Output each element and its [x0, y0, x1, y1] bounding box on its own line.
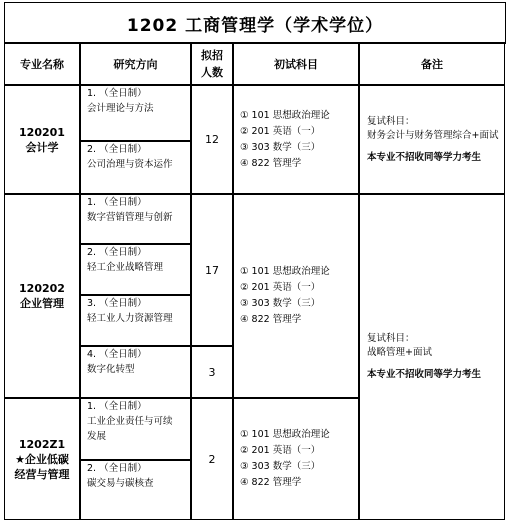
exam-subject: ③ 303 数学（三）: [240, 298, 321, 309]
direction-name-line2: 发展: [87, 431, 107, 442]
exam-subject: ③ 303 数学（三）: [240, 461, 321, 472]
exam-subject: ② 201 英语（一）: [240, 125, 321, 137]
major-code: 120201: [19, 125, 65, 139]
exam-subject: ① 101 思想政治理论: [240, 429, 330, 440]
exam-subject: ① 101 思想政治理论: [240, 266, 330, 277]
exam-subjects-cell: [233, 85, 359, 194]
direction-name: 碳交易与碳核查: [87, 478, 154, 489]
direction-mode: 2. （全日制）: [87, 144, 147, 155]
direction-cell: [80, 194, 191, 244]
exam-subject: ① 101 思想政治理论: [240, 109, 330, 121]
direction-cell: [80, 141, 191, 194]
quota-cell: 12: [191, 85, 233, 194]
remarks-cell: [359, 85, 505, 194]
exam-subject: ④ 822 管理学: [240, 314, 302, 325]
header-quota: [191, 42, 233, 85]
direction-mode: 1. （全日制）: [87, 401, 147, 412]
direction-cell: [80, 460, 191, 520]
exam-subject: ② 201 英语（一）: [240, 445, 321, 456]
major-cell-120202: [4, 194, 80, 398]
exam-subjects-cell: [233, 398, 359, 520]
direction-name: 轻工企业战略管理: [87, 262, 164, 273]
remark-line: 复试科目：: [367, 115, 415, 127]
major-name: 企业管理: [20, 297, 64, 310]
quota-cell: 17: [191, 194, 233, 346]
direction-cell: [80, 85, 191, 141]
header-quota-line1: 拟招: [201, 48, 223, 62]
direction-mode: 2. （全日制）: [87, 463, 147, 474]
exam-subjects-cell: [233, 194, 359, 398]
direction-mode: 1. （全日制）: [87, 197, 147, 208]
exam-subject: ③ 303 数学（三）: [240, 141, 321, 153]
major-name-line2: 经营与管理: [14, 467, 70, 481]
quota-cell: 3: [191, 346, 233, 398]
program-table: [4, 2, 506, 520]
header-quota-line2: 人数: [201, 65, 223, 79]
major-name: 会计学: [25, 140, 59, 154]
direction-name: 数字化转型: [87, 364, 135, 375]
direction-cell: [80, 398, 191, 460]
remark-strong: 本专业不招收同等学力考生: [367, 369, 482, 380]
direction-name: 数字营销管理与创新: [87, 212, 173, 223]
remark-line: 战略管理+面试: [367, 347, 432, 358]
direction-name: 公司治理与资本运作: [87, 159, 173, 170]
direction-name: 轻工业人力资源管理: [87, 313, 173, 324]
remarks-cell: [359, 194, 505, 520]
exam-subject: ② 201 英语（一）: [240, 282, 321, 293]
remark-line: 复试科目：: [367, 333, 415, 344]
remark-strong: 本专业不招收同等学力考生: [367, 151, 482, 163]
direction-mode: 4. （全日制）: [87, 349, 147, 360]
major-name-line1: ★企业低碳: [15, 452, 69, 466]
header-direction: 研究方向: [80, 42, 191, 85]
direction-cell: [80, 346, 191, 398]
major-code: 1202Z1: [18, 437, 66, 451]
header-exam: 初试科目: [233, 42, 359, 85]
direction-mode: 1. （全日制）: [87, 88, 147, 99]
major-cell-1202z1: [4, 398, 80, 520]
header-major: 专业名称: [4, 42, 80, 85]
direction-name: 会计理论与方法: [87, 103, 154, 114]
direction-name-line1: 工业企业责任与可续: [87, 416, 173, 427]
remark-line: 财务会计与财务管理综合+面试: [367, 129, 499, 141]
quota-cell: 2: [191, 398, 233, 520]
header-remarks: 备注: [359, 42, 505, 85]
direction-mode: 3. （全日制）: [87, 298, 147, 309]
direction-mode: 2. （全日制）: [87, 247, 147, 258]
page-title: 1202 工商管理学（学术学位）: [4, 2, 506, 44]
exam-subject: ④ 822 管理学: [240, 477, 302, 488]
direction-cell: [80, 295, 191, 346]
exam-subject: ④ 822 管理学: [240, 157, 302, 169]
direction-cell: [80, 244, 191, 295]
major-cell-120201: [4, 85, 80, 194]
major-code: 120202: [19, 282, 65, 295]
